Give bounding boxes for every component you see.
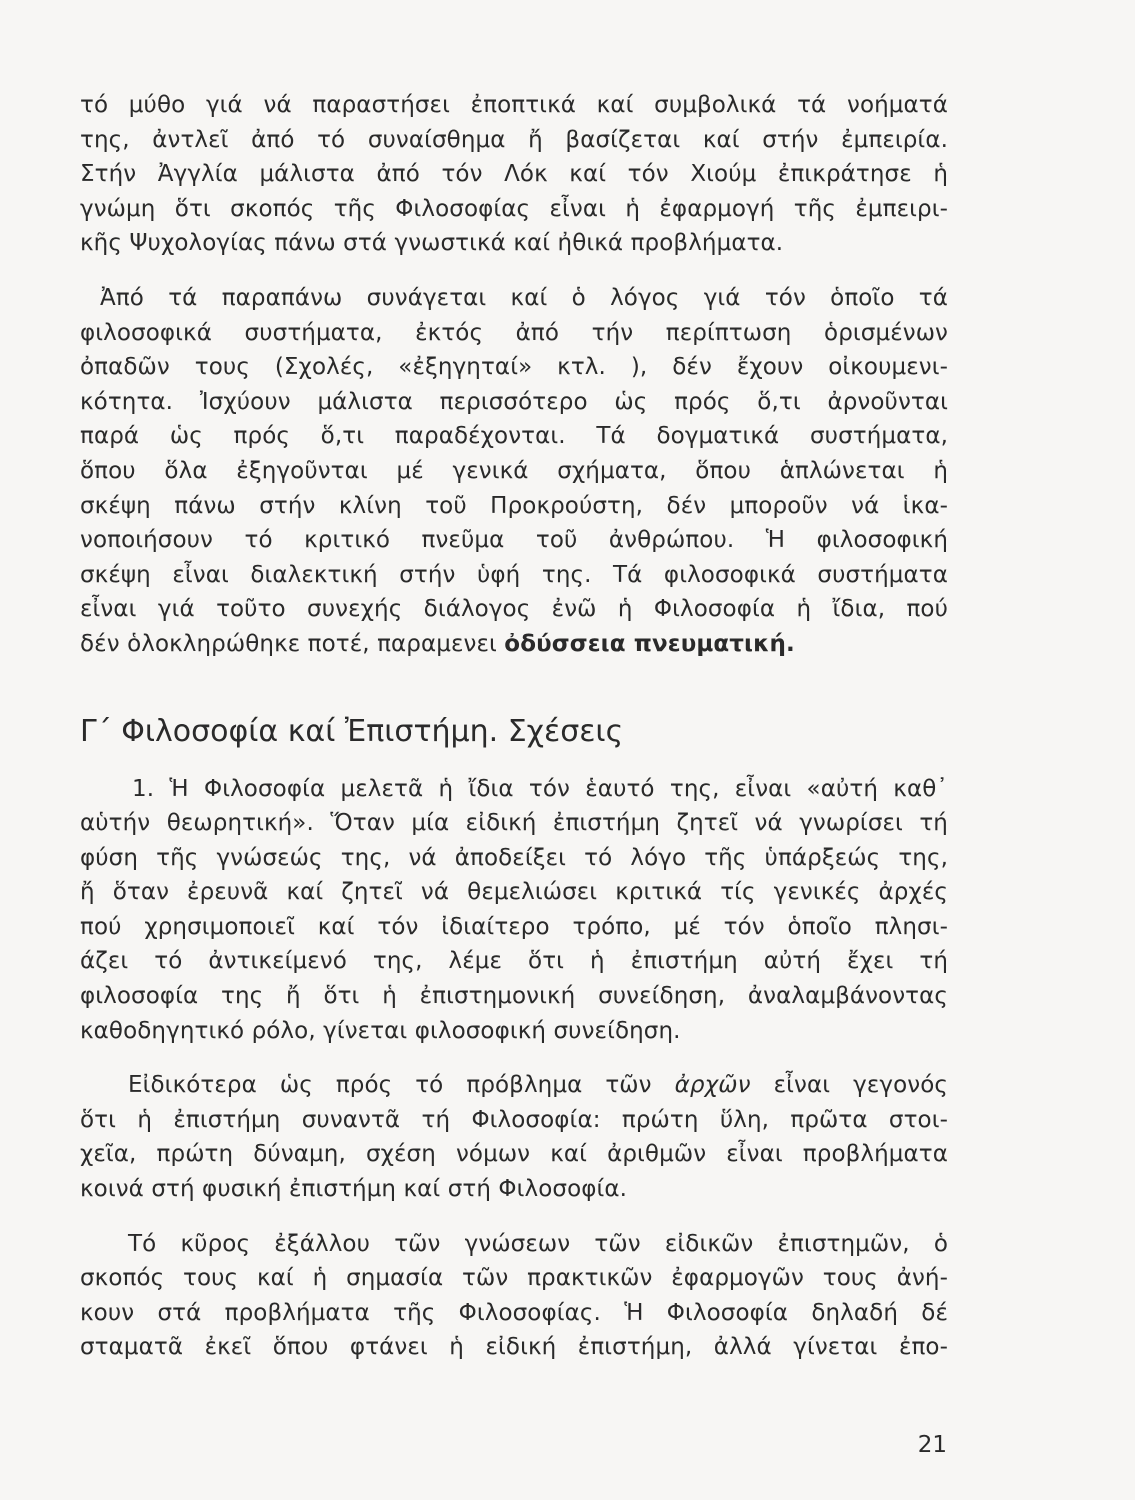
text-line: ὀπαδῶν τους (Σχολές, «ἐξηγηταί» κτλ. ), δέν ἔχουν οἰκουμενι- bbox=[80, 354, 948, 381]
text-line: παρά ὡς πρός ὅ,τι παραδέχονται. Τά δογματικά συστήματα, bbox=[80, 423, 948, 450]
text-line: κότητα. Ἰσχύουν μάλιστα περισσότερο ὡς πρός ὅ,τι ἀρνοῦνται bbox=[80, 388, 948, 415]
paragraph-1 bbox=[80, 88, 948, 261]
text-line: εἶναι γιά τοῦτο συνεχής διάλογος ἐνῶ ἡ Φιλοσοφία ἡ ἴδια, πού bbox=[80, 596, 948, 623]
text-fragment: δέν ὁλοκληρώθηκε ποτέ, παραμενει bbox=[80, 630, 505, 657]
italic-word: ἀρχῶν bbox=[674, 1072, 751, 1099]
text-line: κῆς Ψυχολογίας πάνω στά γνωστικά καί ἠθικά προβλήματα. bbox=[80, 230, 784, 257]
text-line: πού χρησιμοποιεῖ καί τόν ἰδιαίτερο τρόπο, μέ τόν ὁποῖο πλησι- bbox=[80, 913, 948, 940]
text-line: φιλοσοφία της ἤ ὅτι ἡ ἐπιστημονική συνείδηση, ἀναλαμβάνοντας bbox=[80, 983, 948, 1010]
text-fragment: Εἰδικότερα ὡς πρός τό πρόβλημα τῶν bbox=[128, 1072, 675, 1099]
text-line: ὅπου ὅλα ἐξηγοῦνται μέ γενικά σχήματα, ὅπου ἁπλώνεται ἡ bbox=[80, 457, 948, 484]
text-line: Τό κῦρος ἐξάλλου τῶν γνώσεων τῶν εἰδικῶν ἐπιστημῶν, ὁ bbox=[128, 1230, 948, 1257]
text-line: καθοδηγητικό ρόλο, γίνεται φιλοσοφική συνείδηση. bbox=[80, 1017, 681, 1044]
emphasized-phrase: ὀδύσσεια πνευματική. bbox=[504, 630, 795, 657]
text-line: χεῖα, πρώτη δύναμη, σχέση νόμων καί ἀριθμῶν εἶναι προβλήματα bbox=[80, 1141, 948, 1168]
text-line: σκέψη εἶναι διαλεκτική στήν ὑφή της. Τά φιλοσοφικά συστήματα bbox=[80, 561, 948, 588]
text-line: κουν στά προβλήματα τῆς Φιλοσοφίας. Ἡ Φιλοσοφία δηλαδή δέ bbox=[80, 1299, 948, 1326]
text-line: ἤ ὅταν ἐρευνᾶ καί ζητεῖ νά θεμελιώσει κριτικά τίς γενικές ἀρχές bbox=[80, 879, 948, 906]
paragraph-gap bbox=[80, 1207, 948, 1227]
paragraph-3 bbox=[80, 772, 948, 1049]
text-line: γνώμη ὅτι σκοπός τῆς Φιλοσοφίας εἶναι ἡ ἐφαρμογή τῆς ἐμπειρι- bbox=[80, 195, 948, 222]
section-heading: Γ΄ Φιλοσοφία καί Ἐπιστήμη. Σχέσεις bbox=[80, 713, 624, 749]
text-line bbox=[80, 1068, 948, 1103]
text-line: νοποιήσουν τό κριτικό πνεῦμα τοῦ ἀνθρώπου. Ἡ φιλοσοφική bbox=[80, 527, 948, 554]
text-line: σταματᾶ ἐκεῖ ὅπου φτάνει ἡ εἰδική ἐπιστήμη, ἀλλά γίνεται ἐπο- bbox=[80, 1334, 948, 1361]
text-line: της, ἀντλεῖ ἀπό τό συναίσθημα ἤ βασίζεται καί στήν ἐμπειρία. bbox=[80, 126, 948, 153]
page-body bbox=[80, 88, 948, 1365]
text-line: φύση τῆς γνώσεώς της, νά ἀποδείξει τό λόγο τῆς ὑπάρξεώς της, bbox=[80, 844, 948, 871]
text-line: τό μύθο γιά νά παραστήσει ἐποπτικά καί συμβολικά τά νοήματά bbox=[80, 92, 948, 118]
page-number: 21 bbox=[917, 1432, 947, 1458]
text-line: αὑτήν θεωρητική». Ὅταν μία εἰδική ἐπιστήμη ζητεῖ νά γνωρίσει τή bbox=[80, 810, 948, 837]
text-fragment: εἶναι γεγονός bbox=[750, 1072, 948, 1099]
paragraph-gap bbox=[80, 1048, 948, 1068]
text-line: κοινά στή φυσική ἐπιστήμη καί στή Φιλοσοφία. bbox=[80, 1176, 628, 1203]
text-line: ὅτι ἡ ἐπιστήμη συναντᾶ τή Φιλοσοφία: πρώτη ὕλη, πρῶτα στοι- bbox=[80, 1106, 948, 1133]
text-line: σκέψη πάνω στήν κλίνη τοῦ Προκρούστη, δέν μποροῦν νά ἱκα- bbox=[80, 492, 948, 519]
text-line: Ἀπό τά παραπάνω συνάγεται καί ὁ λόγος γιά τόν ὁποῖο τά bbox=[100, 284, 948, 311]
text-line: σκοπός τους καί ἡ σημασία τῶν πρακτικῶν ἐφαρμογῶν τους ἀνή- bbox=[80, 1265, 948, 1292]
text-line: φιλοσοφικά συστήματα, ἐκτός ἀπό τήν περίπτωση ὁρισμένων bbox=[80, 319, 948, 346]
paragraph-2 bbox=[80, 281, 948, 662]
text-line: άζει τό ἀντικείμενό της, λέμε ὅτι ἡ ἐπιστήμη αὐτή ἔχει τή bbox=[80, 948, 948, 975]
paragraph-gap bbox=[80, 261, 948, 281]
paragraph-4 bbox=[80, 1068, 948, 1206]
text-line: Στήν Ἀγγλία μάλιστα ἀπό τόν Λόκ καί τόν Χιούμ ἐπικράτησε ἡ bbox=[80, 161, 948, 188]
text-line: 1. Ἡ Φιλοσοφία μελετᾶ ἡ ἴδια τόν ἑαυτό της, εἶναι «αὐτή καθ᾽ bbox=[132, 775, 948, 802]
paragraph-5 bbox=[80, 1227, 948, 1365]
text-line bbox=[80, 627, 948, 662]
